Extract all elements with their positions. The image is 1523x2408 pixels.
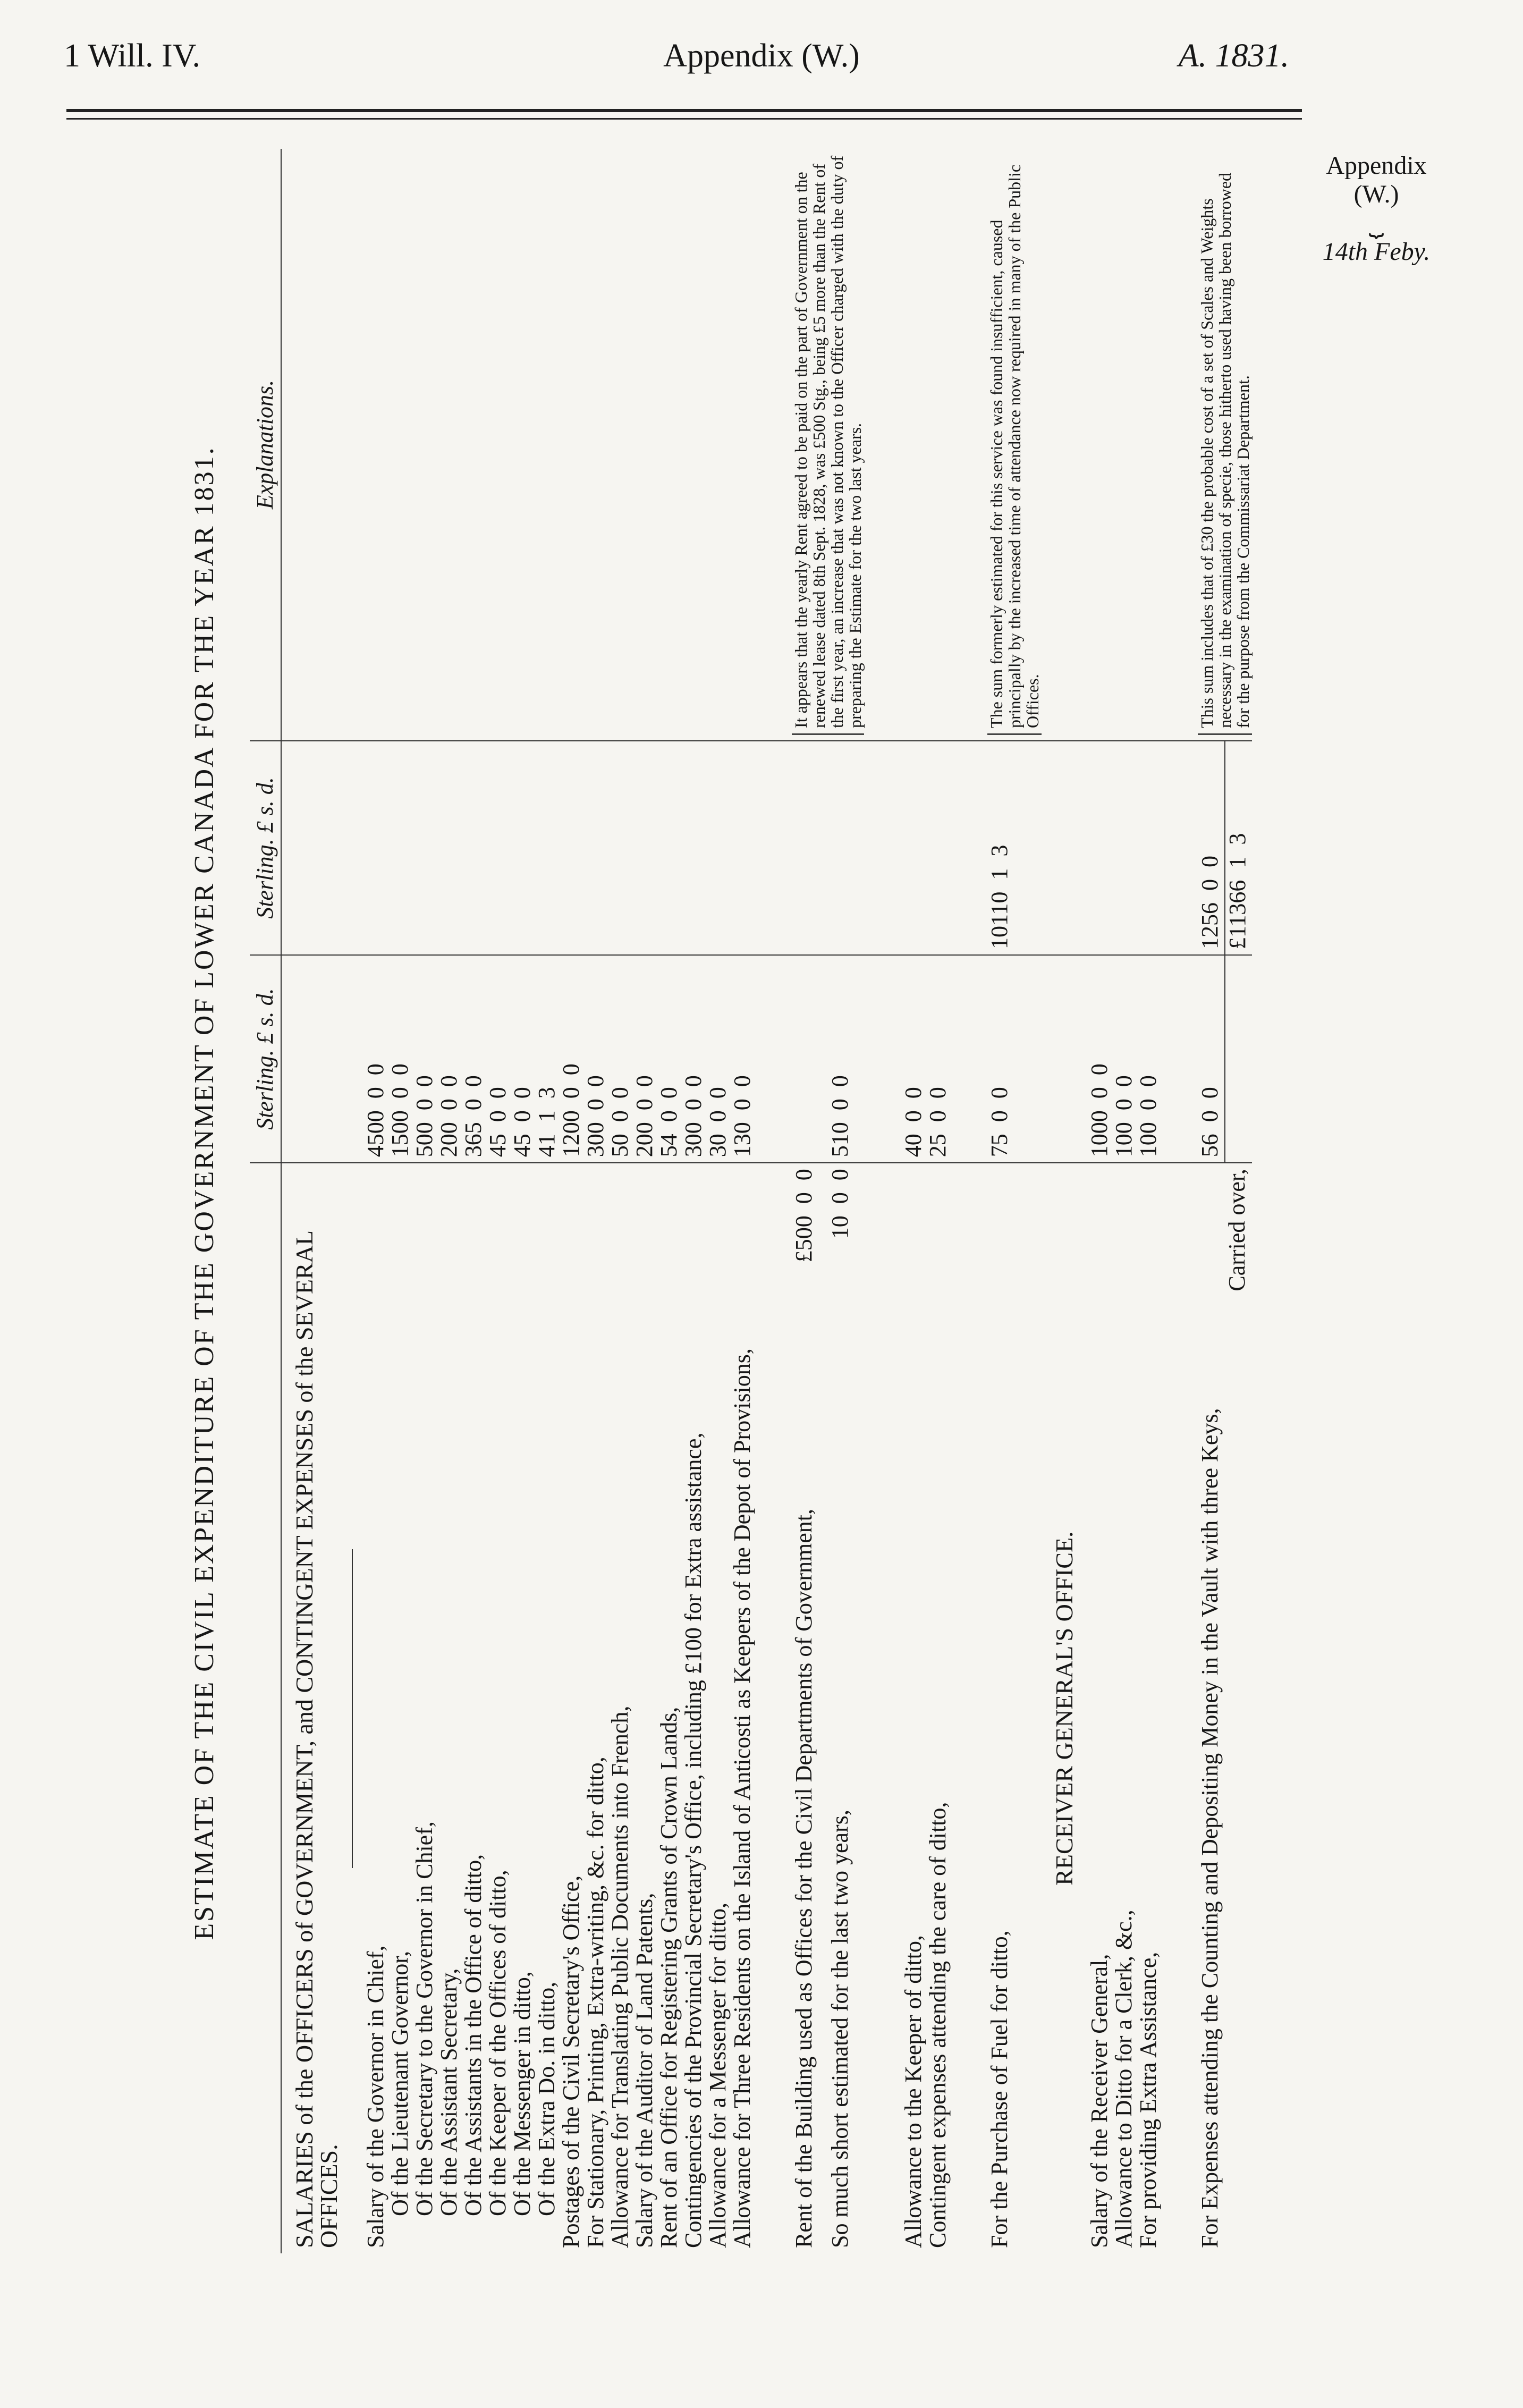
margin-note	[1297, 151, 1456, 266]
rotated-estimate	[165, 133, 1297, 2285]
rent-note: It appears that the yearly Rent agreed to be paid on the part of Government on the renewed lease dated 8th Sept. 1828, was £500 Stg., being £5 more than the Rent of the first year, an increase that was not known to the Officer charged with the duty of preparing the Estimate for the two last years.	[792, 154, 864, 735]
receiver-rows	[1087, 149, 1161, 2253]
rent-line1: Rent of the Building used as Offices for the Civil Departments of Government,	[791, 1508, 817, 2248]
receiver-desc: For providing Extra Assistance,	[1136, 1163, 1161, 2253]
salary-amount: 300 0 0	[681, 955, 706, 1163]
salary-row	[363, 149, 388, 2253]
margin-note-date: 14th Feby.	[1322, 238, 1431, 266]
carried-total: £11366 1 3	[1225, 741, 1252, 955]
rent-line2-amount: 10 0 0	[827, 1169, 853, 1239]
salary-amount: 1500 0 0	[388, 955, 412, 1163]
section1-heading-text: SALARIES of the OFFICERS of GOVERNMENT, and CONTINGENT EXPENSES of the SEVERAL OFFICES.	[291, 1231, 342, 2248]
col-desc-header	[250, 1163, 281, 2253]
salary-amount: 45 0 0	[486, 955, 510, 1163]
section2-heading	[1042, 1163, 1087, 2253]
salary-row	[461, 149, 486, 2253]
salary-row	[535, 149, 559, 2253]
salary-row	[608, 149, 632, 2253]
header-center: Appendix (W.)	[663, 38, 860, 74]
keeper-amount: 40 0 0	[901, 955, 926, 1163]
rent-line1-amount: £500 0 0	[791, 1169, 817, 1263]
salary-amount: 130 0 0	[730, 955, 755, 1163]
keeper-rows	[901, 149, 950, 2253]
col-sterling1-header: Sterling. £ s. d.	[250, 955, 281, 1163]
vault-desc: For Expenses attending the Counting and Depositing Money in the Vault with three Keys,	[1198, 1163, 1225, 2253]
salary-row	[632, 149, 657, 2253]
salary-desc: For Stationary, Printing, Extra-writing, &c. for ditto,	[583, 1163, 608, 2253]
salary-row	[681, 149, 706, 2253]
section1-rule	[352, 1549, 353, 1868]
salary-amount: 54 0 0	[657, 955, 681, 1163]
salary-amount: 41 1 3	[535, 955, 559, 1163]
margin-note-line2: (W.)	[1353, 180, 1399, 208]
receiver-row	[1087, 149, 1112, 2253]
salary-amount: 200 0 0	[437, 955, 461, 1163]
salary-amount: 300 0 0	[583, 955, 608, 1163]
header-right: A. 1831.	[1178, 38, 1289, 74]
fuel-note: The sum formerly estimated for this service was found insufficient, caused principally by the increased time of attendance now required in many of the Public Offices.	[987, 154, 1042, 735]
salary-row	[730, 149, 755, 2253]
salary-desc: Allowance for Three Residents on the Island of Anticosti as Keepers of the Depot of Provisions,	[730, 1163, 755, 2253]
table-header-row	[250, 149, 281, 2253]
salary-desc: Of the Keeper of the Offices of ditto,	[486, 1163, 510, 2253]
salary-desc: Of the Lieutenant Governor,	[388, 1163, 412, 2253]
fuel-amount: 75 0 0	[987, 955, 1042, 1163]
rent-row	[792, 149, 828, 2253]
salary-amount: 45 0 0	[510, 955, 535, 1163]
salary-desc: Allowance for a Messenger for ditto,	[706, 1163, 730, 2253]
margin-note-brace: ⏟	[1368, 209, 1384, 237]
keeper-desc: Allowance to the Keeper of ditto,	[901, 1163, 926, 2253]
salary-desc: Salary of the Auditor of Land Patents,	[632, 1163, 657, 2253]
header-rule-thin	[66, 118, 1302, 120]
header-rule	[66, 109, 1302, 112]
salary-desc: Allowance for Translating Public Documents into French,	[608, 1163, 632, 2253]
salary-row	[486, 149, 510, 2253]
keeper-row	[926, 149, 950, 2253]
receiver-amount: 1000 0 0	[1087, 955, 1112, 1163]
header-left: 1 Will. IV.	[64, 38, 201, 74]
salary-amount: 30 0 0	[706, 955, 730, 1163]
salary-desc: Rent of an Office for Registering Grants of Crown Lands,	[657, 1163, 681, 2253]
rent-line2: So much short estimated for the last two years,	[827, 1810, 853, 2248]
salary-row	[510, 149, 535, 2253]
receiver-row	[1136, 149, 1161, 2253]
salary-rows	[363, 149, 755, 2253]
rent-total: 510 0 0	[828, 955, 864, 1163]
keeper-row	[901, 149, 926, 2253]
salary-desc: Postages of the Civil Secretary's Office,	[559, 1163, 583, 2253]
fuel-subtotal: 10110 1 3	[987, 741, 1042, 955]
salary-row	[559, 149, 583, 2253]
salary-amount: 200 0 0	[632, 955, 657, 1163]
salary-amount: 1200 0 0	[559, 955, 583, 1163]
salary-row	[706, 149, 730, 2253]
salary-desc: Of the Messenger in ditto,	[510, 1163, 535, 2253]
fuel-desc: For the Purchase of Fuel for ditto,	[987, 1163, 1042, 2253]
estimate-table	[250, 149, 1252, 2253]
salary-desc: Of the Assistant Secretary,	[437, 1163, 461, 2253]
salary-row	[412, 149, 437, 2253]
keeper-desc: Contingent expenses attending the care of ditto,	[926, 1163, 950, 2253]
salary-desc: Salary of the Governor in Chief,	[363, 1163, 388, 2253]
salary-row	[583, 149, 608, 2253]
fuel-row	[987, 149, 1042, 2253]
vault-row	[1198, 149, 1225, 2253]
salary-amount: 500 0 0	[412, 955, 437, 1163]
salary-amount: 365 0 0	[461, 955, 486, 1163]
estimate-frame	[165, 133, 1297, 2285]
col-sterling2-header: Sterling. £ s. d.	[250, 741, 281, 955]
col-explanations-header: Explanations.	[250, 149, 281, 741]
salary-row	[388, 149, 412, 2253]
salary-desc: Of the Extra Do. in ditto,	[535, 1163, 559, 2253]
estimate-title: ESTIMATE OF THE CIVIL EXPENDITURE OF THE GOVERNMENT OF LOWER CANADA FOR THE YEAR 1831.	[189, 446, 219, 1940]
vault-subtotal: 1256 0 0	[1198, 741, 1225, 955]
salary-amount: 50 0 0	[608, 955, 632, 1163]
carried-label: Carried over,	[1225, 1163, 1252, 2253]
receiver-desc: Salary of the Receiver General,	[1087, 1163, 1112, 2253]
section2-heading-text: RECEIVER GENERAL'S OFFICE.	[1051, 1531, 1078, 1886]
keeper-amount: 25 0 0	[926, 955, 950, 1163]
receiver-row	[1112, 149, 1136, 2253]
vault-note: This sum includes that of £30 the probable cost of a set of Scales and Weights necessary in the examination of specie, those hitherto used having been borrowed for the purpose from the Commissariat Department.	[1198, 154, 1252, 735]
receiver-amount: 100 0 0	[1136, 955, 1161, 1163]
salary-amount: 4500 0 0	[363, 955, 388, 1163]
section1-heading	[281, 1163, 363, 2253]
salary-desc: Contingencies of the Provincial Secretary's Office, including £100 for Extra assistance,	[681, 1163, 706, 2253]
salary-desc: Of the Secretary to the Governor in Chief,	[412, 1163, 437, 2253]
vault-amount: 56 0 0	[1198, 955, 1225, 1163]
receiver-desc: Allowance to Ditto for a Clerk, &c.,	[1112, 1163, 1136, 2253]
salary-row	[657, 149, 681, 2253]
salary-row	[437, 149, 461, 2253]
salary-desc: Of the Assistants in the Office of ditto,	[461, 1163, 486, 2253]
receiver-amount: 100 0 0	[1112, 955, 1136, 1163]
margin-note-line1: Appendix	[1326, 151, 1427, 180]
